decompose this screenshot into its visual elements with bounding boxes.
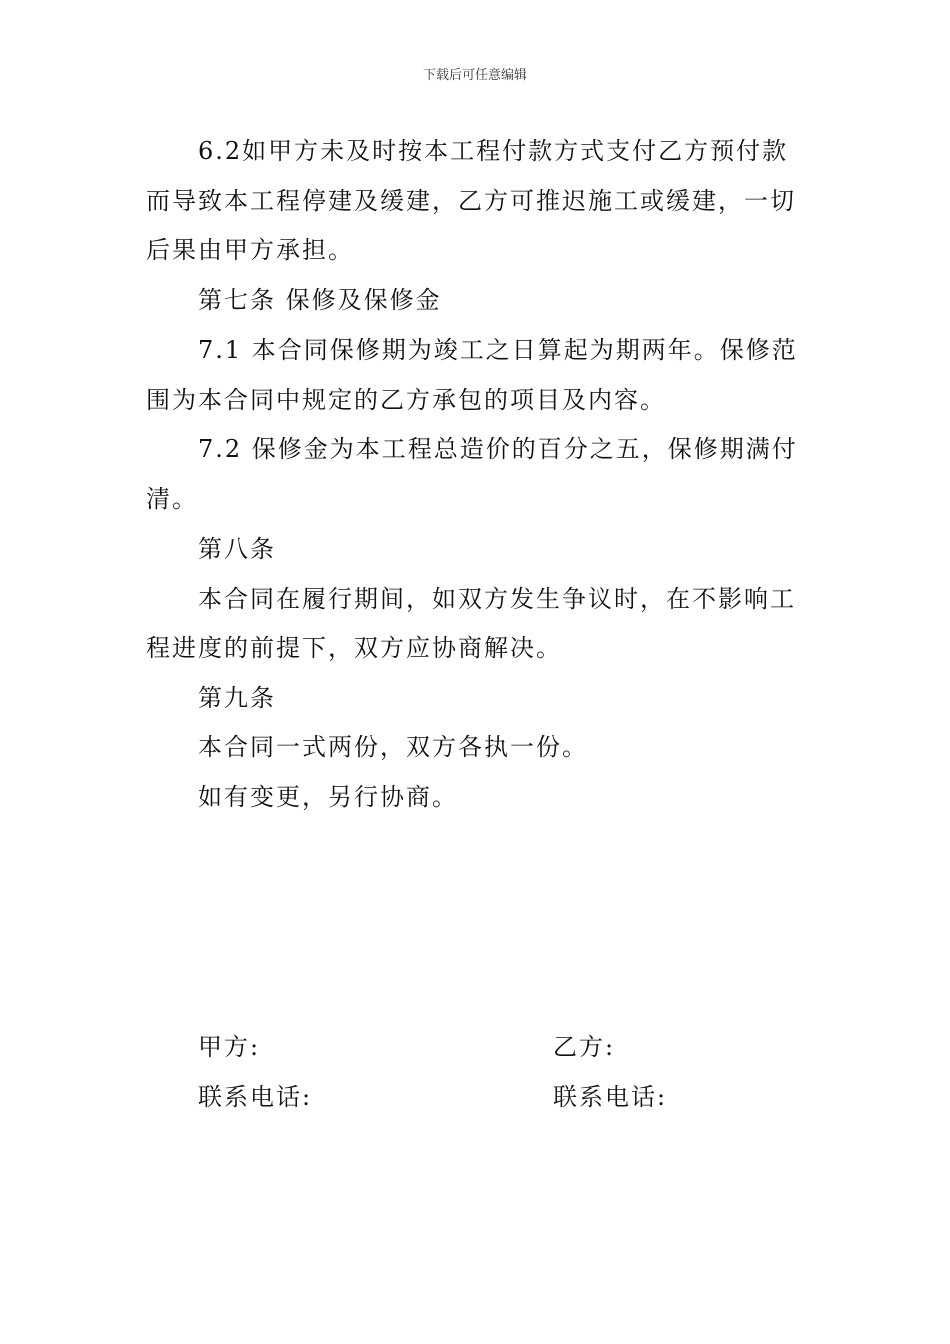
paragraph-7-2-line-1: 7.2 保修金为本工程总造价的百分之五，保修期满付 [198,435,798,463]
paragraph-9-line-1: 本合同一式两份，双方各执一份。 [198,733,588,761]
paragraph-8-line-2: 程进度的前提下，双方应协商解决。 [146,634,562,662]
paragraph-9-line-2: 如有变更，另行协商。 [198,783,458,811]
article-8-heading: 第八条 [198,535,276,563]
paragraph-6-2-line-2: 而导致本工程停建及缓建，乙方可推迟施工或缓建，一切 [146,187,796,215]
party-b-phone-label: 联系电话: [553,1083,668,1111]
article-7-heading: 第七条 保修及保修金 [198,286,442,314]
paragraph-6-2-line-1: 6.2如甲方未及时按本工程付款方式支付乙方预付款 [198,137,789,165]
article-9-heading: 第九条 [198,684,276,712]
paragraph-8-line-1: 本合同在履行期间，如双方发生争议时，在不影响工 [198,585,796,613]
party-b-label: 乙方: [553,1033,616,1061]
party-a-phone-label: 联系电话: [198,1083,313,1111]
paragraph-7-1-line-2: 围为本合同中规定的乙方承包的项目及内容。 [146,386,666,414]
paragraph-7-2-line-2: 清。 [146,485,198,513]
party-a-label: 甲方: [198,1033,261,1061]
paragraph-6-2-line-3: 后果由甲方承担。 [146,236,354,264]
page-header: 下载后可任意编辑 [422,68,527,83]
paragraph-7-1-line-1: 7.1 本合同保修期为竣工之日算起为期两年。保修范 [198,336,798,364]
